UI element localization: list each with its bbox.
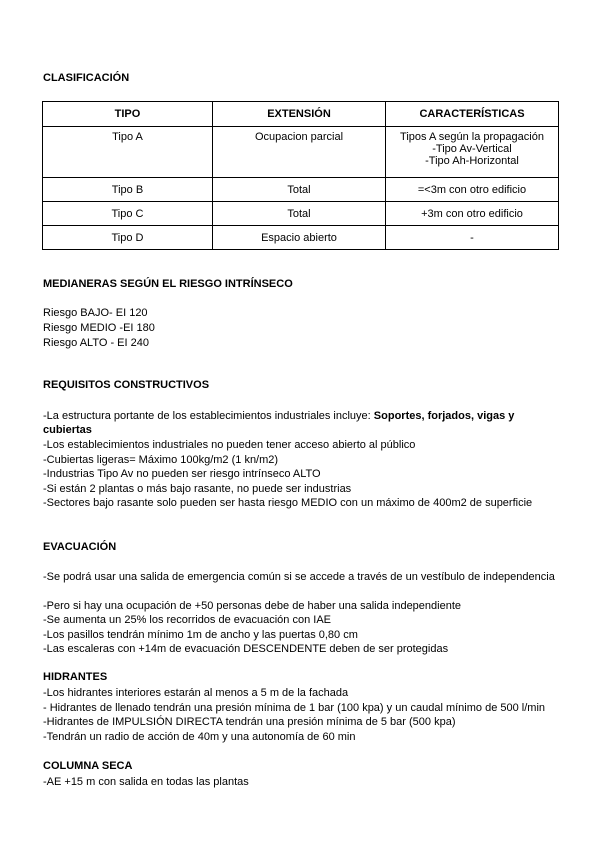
caracteristica-line: -Tipo Av-Vertical <box>432 143 512 155</box>
medianeras-line: Riesgo ALTO - EI 240 <box>43 337 149 349</box>
cell-tipo: Tipo B <box>43 178 213 202</box>
requisitos-line: -Si están 2 plantas o más bajo rasante, no puede ser industrias <box>43 483 352 495</box>
header-extension: EXTENSIÓN <box>213 102 386 127</box>
requisitos-line: -Sectores bajo rasante solo pueden ser hasta riesgo MEDIO con un máximo de 400m2 de superficie <box>43 497 533 509</box>
clasificacion-table <box>42 101 559 250</box>
heading-requisitos: REQUISITOS CONSTRUCTIVOS <box>43 379 210 391</box>
heading-hidrantes: HIDRANTES <box>43 671 108 683</box>
cell-tipo: Tipo D <box>43 226 213 250</box>
heading-columna-seca: COLUMNA SECA <box>43 760 133 772</box>
table-row <box>43 226 559 250</box>
caracteristica-line: -Tipo Ah-Horizontal <box>425 155 519 167</box>
cell-caracteristicas: +3m con otro edificio <box>386 202 559 226</box>
requisitos-line: -Cubiertas ligeras= Máximo 100kg/m2 (1 kn/m2) <box>43 454 279 466</box>
hidrantes-line: -Tendrán un radio de acción de 40m y una autonomía de 60 min <box>43 731 356 743</box>
cell-tipo: Tipo A <box>43 127 213 178</box>
hidrantes-line: - Hidrantes de llenado tendrán una presión mínima de 1 bar (100 kpa) y un caudal mínimo de 500 l/min <box>43 702 546 714</box>
heading-clasificacion: CLASIFICACIÓN <box>43 72 130 84</box>
cell-tipo: Tipo C <box>43 202 213 226</box>
table-row <box>43 202 559 226</box>
cell-caracteristicas: =<3m con otro edificio <box>386 178 559 202</box>
cell-extension: Espacio abierto <box>213 226 386 250</box>
requisitos-line: -Los establecimientos industriales no pueden tener acceso abierto al público <box>43 439 416 451</box>
header-caracteristicas: CARACTERÍSTICAS <box>386 102 559 127</box>
medianeras-line: Riesgo BAJO- EI 120 <box>43 307 148 319</box>
table-header-row <box>43 102 559 127</box>
evacuacion-line: -Pero si hay una ocupación de +50 personas debe de haber una salida independiente <box>43 600 462 612</box>
evacuacion-line: -Se aumenta un 25% los recorridos de evacuación con IAE <box>43 614 331 626</box>
hidrantes-line: -Los hidrantes interiores estarán al menos a 5 m de la fachada <box>43 687 349 699</box>
evacuacion-line: -Los pasillos tendrán mínimo 1m de ancho y las puertas 0,80 cm <box>43 629 358 641</box>
medianeras-line: Riesgo MEDIO -EI 180 <box>43 322 155 334</box>
heading-evacuacion: EVACUACIÓN <box>43 541 117 553</box>
hidrantes-line: -Hidrantes de IMPULSIÓN DIRECTA tendrán una presión mínima de 5 bar (500 kpa) <box>43 716 456 728</box>
cell-extension: Total <box>213 178 386 202</box>
heading-medianeras: MEDIANERAS SEGÚN EL RIESGO INTRÍNSECO <box>43 278 293 290</box>
requisitos-line: -Industrias Tipo Av no pueden ser riesgo intrínseco ALTO <box>43 468 321 480</box>
evacuacion-line: -Las escaleras con +14m de evacuación DESCENDENTE deben de ser protegidas <box>43 643 449 655</box>
table-row <box>43 178 559 202</box>
evacuacion-line: -Se podrá usar una salida de emergencia común si se accede a través de un vestíbulo de independencia <box>43 571 555 583</box>
columna-line: -AE +15 m con salida en todas las plantas <box>43 776 249 788</box>
table-row <box>43 127 559 178</box>
requisitos-first-bold: Soportes, forjados, vigas y cubiertas <box>43 410 515 436</box>
cell-caracteristicas: - <box>386 226 559 250</box>
requisitos-line <box>43 409 558 437</box>
caracteristica-line: Tipos A según la propagación <box>400 131 544 143</box>
header-tipo: TIPO <box>43 102 213 127</box>
cell-caracteristicas <box>386 127 559 178</box>
cell-extension: Total <box>213 202 386 226</box>
requisitos-first-prefix: -La estructura portante de los establecimientos industriales incluye: <box>43 410 374 422</box>
cell-extension: Ocupacion parcial <box>213 127 386 178</box>
